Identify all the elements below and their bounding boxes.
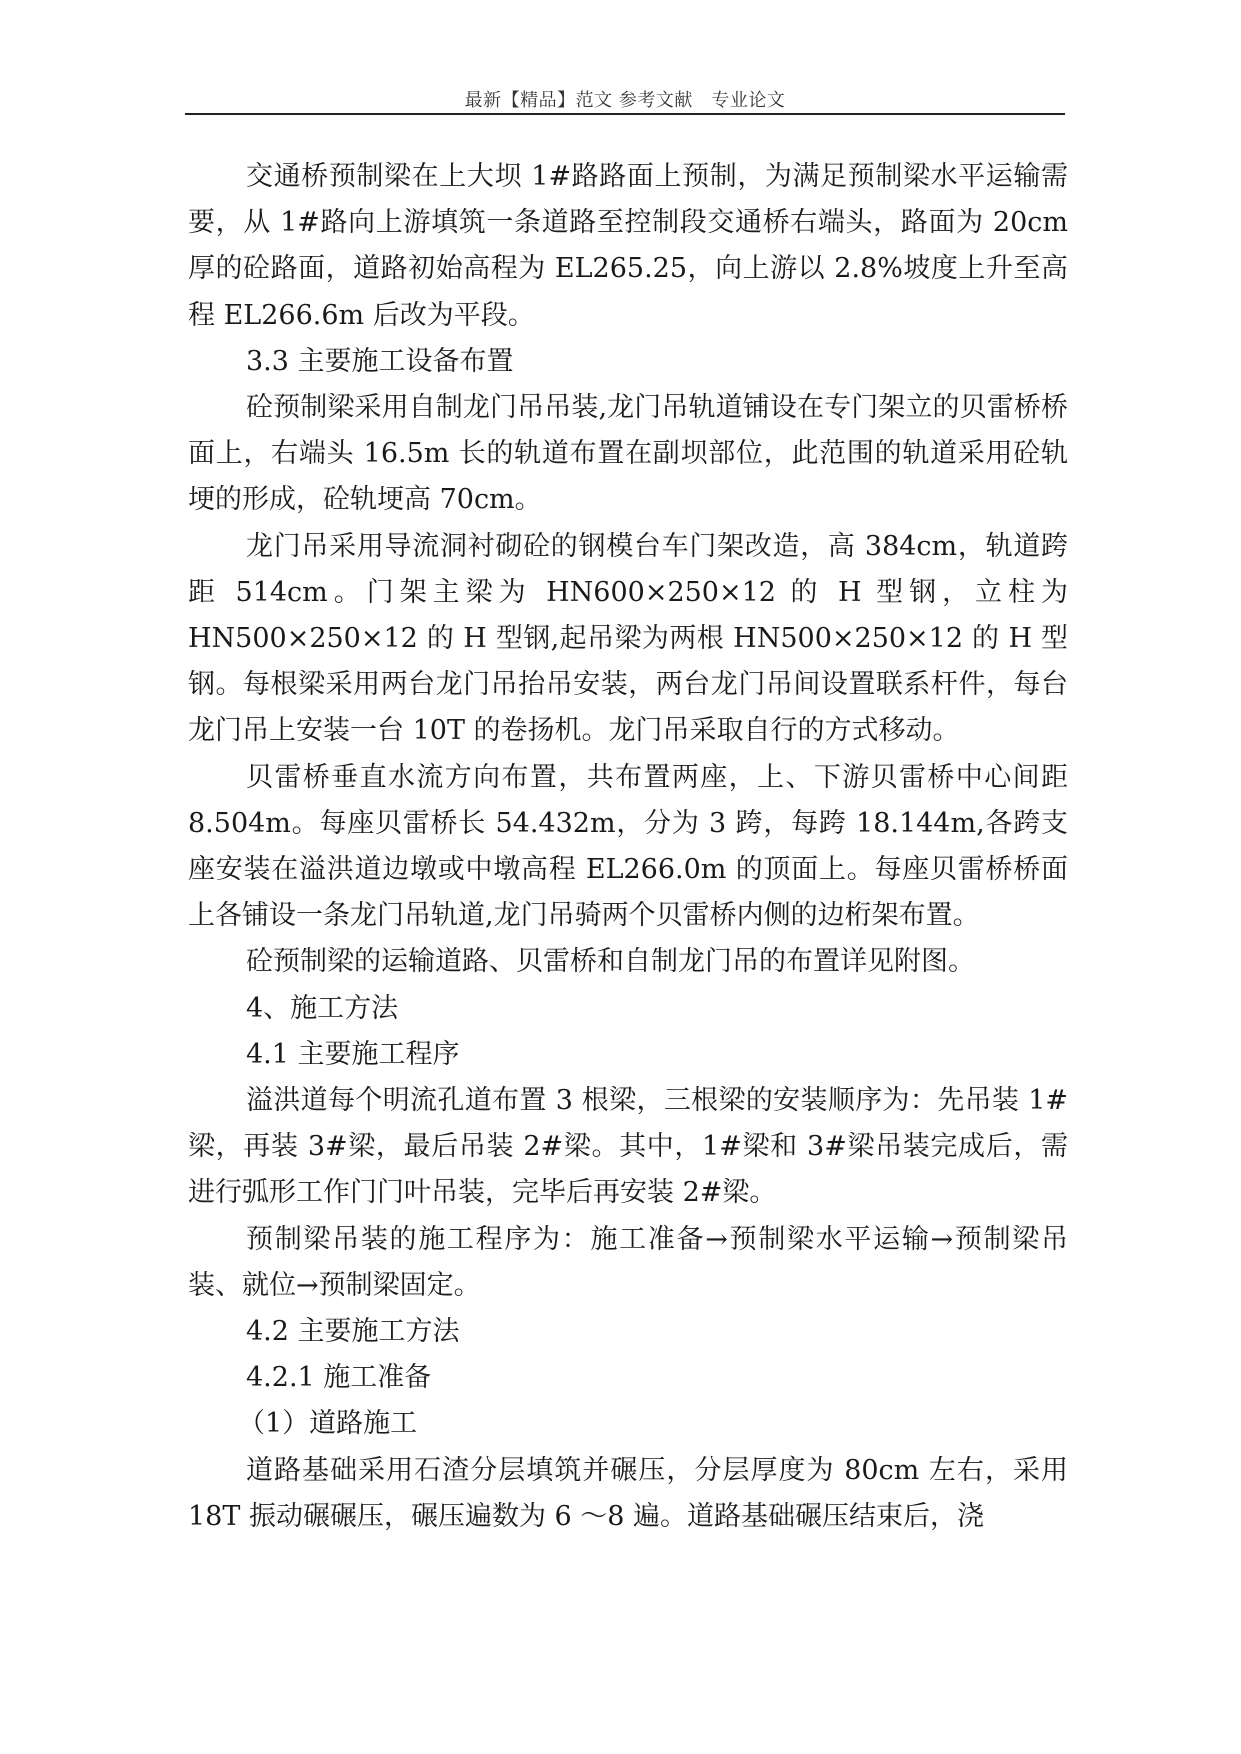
paragraph-procedure: 预制梁吊装的施工程序为：施工准备→预制梁水平运输→预制梁吊装、就位→预制梁固定。 (188, 1223, 1068, 1301)
paragraph-gantry-crane: 龙门吊采用导流洞衬砌砼的钢模台车门架改造，高 384cm，轨道跨距 514cm。门架主梁为 HN600×250×12 的 H 型钢，立柱为 HN500×250×12 的 H 型钢,起吊梁为两根 HN500×250×12 的 H 型钢。每根梁采用两台龙门吊抬吊安装，两台龙门吊间设置联系杆件，每台龙门吊上安装一台 10T 的卷扬机。龙门吊采取自行的方式移动。 (188, 530, 1068, 747)
section-heading-4: 4、施工方法 (246, 992, 399, 1024)
section-heading-4-2-1: 4.2.1 施工准备 (246, 1362, 432, 1394)
paragraph-road-transport: 交通桥预制梁在上大坝 1#路路面上预制，为满足预制梁水平运输需要，从 1#路向上游填筑一条道路至控制段交通桥右端头，路面为 20cm 厚的砼路面，道路初始高程为 EL265.25，向上游以 2.8%坡度上升至高程 EL266.6m 后改为平段。 (188, 161, 1068, 331)
subsection-road-construction: （1）道路施工 (238, 1408, 418, 1440)
paragraph-beam-order: 溢洪道每个明流孔道布置 3 根梁，三根梁的安装顺序为：先吊装 1#梁，再装 3#梁，最后吊装 2#梁。其中，1#梁和 3#梁吊装完成后，需进行弧形工作门门叶吊装，完毕后再安装 2#梁。 (188, 1085, 1068, 1209)
paragraph-gantry-track: 砼预制梁采用自制龙门吊吊装,龙门吊轨道铺设在专门架立的贝雷桥桥面上，右端头 16.5m 长的轨道布置在副坝部位，此范围的轨道采用砼轨埂的形成，砼轨埂高 70cm。 (188, 392, 1068, 516)
paragraph-road-foundation: 道路基础采用石渣分层填筑并碾压，分层厚度为 80cm 左右，采用 18T 振动碾碾压，碾压遍数为 6 ～8 遍。道路基础碾压结束后，浇 (188, 1454, 1068, 1532)
paragraph-layout-reference: 砼预制梁的运输道路、贝雷桥和自制龙门吊的布置详见附图。 (246, 946, 975, 978)
header-divider (185, 113, 1065, 115)
section-heading-3-3: 3.3 主要施工设备布置 (246, 345, 514, 377)
section-heading-4-2: 4.2 主要施工方法 (246, 1316, 460, 1348)
section-heading-4-1: 4.1 主要施工程序 (246, 1038, 460, 1070)
paragraph-bailey-bridge: 贝雷桥垂直水流方向布置，共布置两座，上、下游贝雷桥中心间距 8.504m。每座贝雷桥长 54.432m，分为 3 跨，每跨 18.144m,各跨支座安装在溢洪道边墩或中墩高程 EL266.0m 的顶面上。每座贝雷桥桥面上各铺设一条龙门吊轨道,龙门吊骑两个贝雷桥内侧的边桁架布置。 (188, 761, 1068, 932)
document-body (188, 154, 1068, 1540)
page-header: 最新【精品】范文 参考文献 专业论文 (464, 90, 786, 111)
